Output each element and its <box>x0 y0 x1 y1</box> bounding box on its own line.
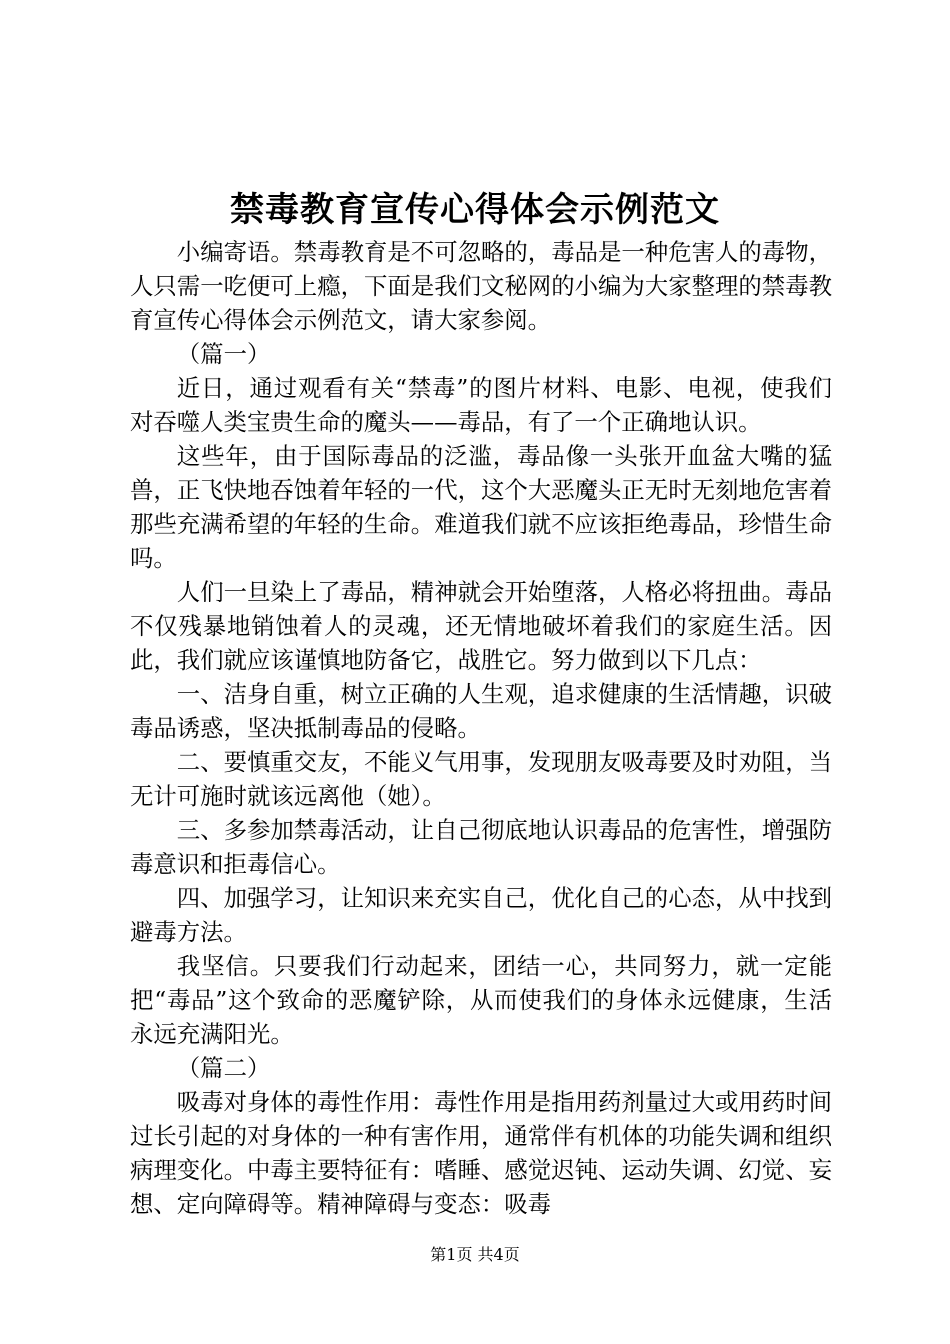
paragraph: 我坚信。只要我们行动起来，团结一心，共同努力，就一定能把“毒品”这个致命的恶魔铲除，从而使我们的身体永远健康，生活永远充满阳光。 <box>130 952 832 1048</box>
document-body <box>130 235 832 1221</box>
paragraph: 近日，通过观看有关“禁毒”的图片材料、电影、电视，使我们对吞噬人类宝贵生命的魔头——毒品，有了一个正确地认识。 <box>130 374 832 436</box>
paragraph: 人们一旦染上了毒品，精神就会开始堕落，人格必将扭曲。毒品不仅残暴地销蚀着人的灵魂，还无情地破坏着我们的家庭生活。因此，我们就应该谨慎地防备它，战胜它。努力做到以下几点： <box>130 578 832 674</box>
paragraph: 这些年，由于国际毒品的泛滥，毒品像一头张开血盆大嘴的猛兽，正飞快地吞蚀着年轻的一代，这个大恶魔头正无时无刻地危害着那些充满希望的年轻的生命。难道我们就不应该拒绝毒品，珍惜生命吗。 <box>130 442 832 572</box>
list-item: 二、要慎重交友，不能义气用事，发现朋友吸毒要及时劝阻，当无计可施时就该远离他（她）。 <box>130 748 832 810</box>
document-title: 禁毒教育宣传心得体会示例范文 <box>230 190 720 230</box>
page-footer: 第1页 共4页 <box>430 1245 520 1264</box>
list-item: 一、洁身自重，树立正确的人生观，追求健康的生活情趣，识破毒品诱惑，坚决抵制毒品的侵略。 <box>130 680 832 742</box>
paragraph: 小编寄语。禁毒教育是不可忽略的，毒品是一种危害人的毒物，人只需一吃便可上瘾，下面是我们文秘网的小编为大家整理的禁毒教育宣传心得体会示例范文，请大家参阅。 <box>130 238 832 334</box>
section-heading: （篇二） <box>176 1054 271 1082</box>
list-item: 四、加强学习，让知识来充实自己，优化自己的心态，从中找到避毒方法。 <box>130 884 832 946</box>
paragraph: 吸毒对身体的毒性作用：毒性作用是指用药剂量过大或用药时间过长引起的对身体的一种有害作用，通常伴有机体的功能失调和组织病理变化。中毒主要特征有：嗜睡、感觉迟钝、运动失调、幻觉、妄想、定向障碍等。精神障碍与变态：吸毒 <box>130 1088 832 1218</box>
list-item: 三、多参加禁毒活动，让自己彻底地认识毒品的危害性，增强防毒意识和拒毒信心。 <box>130 816 832 878</box>
section-heading: （篇一） <box>176 340 271 368</box>
